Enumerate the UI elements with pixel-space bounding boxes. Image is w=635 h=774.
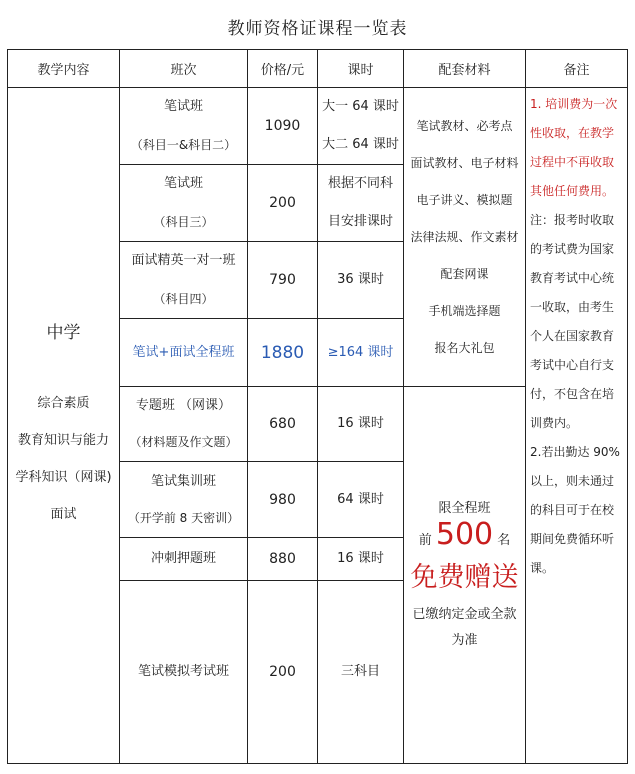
free-offer-cell: [404, 387, 526, 764]
hours-line: 根据不同科: [327, 176, 393, 191]
price-cell: 880: [248, 538, 318, 581]
table-row: [8, 88, 628, 165]
class-sub: （科目一&科目二）: [130, 138, 237, 152]
header-row: [8, 50, 628, 88]
price-cell: 200: [248, 165, 318, 242]
hours-cell: 36 课时: [318, 242, 404, 319]
class-name: 笔试集训班: [150, 473, 216, 489]
subject-item: 综合素质: [37, 396, 90, 411]
hours-cell: ≥164 课时: [318, 319, 404, 387]
subject-item: 教育知识与能力: [17, 433, 109, 448]
class-sub: （科目四）: [153, 292, 214, 306]
offer-count: 500: [435, 517, 494, 552]
note-exam-fee: 注：报考时收取的考试费为国家教育考试中心统一收取，由考生个人在国家教育考试中心自行支付，不包含在培训费内。: [530, 213, 615, 430]
class-cell: [120, 462, 248, 538]
note-attendance: 2.若出勤达 90%以上，则未通过的科目可于在校期间免费循环听课。: [530, 445, 620, 575]
offer-line3: 已缴纳定金或全款: [412, 607, 517, 622]
course-table: [7, 49, 628, 764]
header-notes: 备注: [526, 50, 628, 88]
price-cell: 200: [248, 581, 318, 764]
hours-cell: 三科目: [318, 581, 404, 764]
price-cell: 980: [248, 462, 318, 538]
subject-item: 学科知识（网课): [15, 470, 112, 485]
class-name: 笔试班: [163, 176, 203, 191]
header-content: 教学内容: [8, 50, 120, 88]
material-item: 面试教材、电子材料: [410, 155, 519, 170]
offer-count-line: [404, 517, 525, 554]
material-item: 报名大礼包: [434, 340, 495, 355]
note-fee: 1. 培训费为一次性收取，在教学过程中不再收取其他任何费用。: [530, 97, 618, 198]
offer-gift: 免费赠送: [410, 562, 519, 593]
hours-cell: [318, 88, 404, 165]
offer-line1: 限全程班: [438, 501, 491, 516]
offer-prefix: 前: [418, 533, 432, 548]
price-cell: 790: [248, 242, 318, 319]
material-item: 笔试教材、必考点: [416, 118, 513, 133]
class-sub: （开学前 8 天密训）: [127, 510, 240, 525]
class-cell: [120, 165, 248, 242]
hours-cell: 64 课时: [318, 462, 404, 538]
hours-cell: 16 课时: [318, 538, 404, 581]
class-cell: 冲刺押题班: [120, 538, 248, 581]
material-item: 电子讲义、模拟题: [416, 192, 513, 207]
hours-line: 大二 64 课时: [322, 137, 399, 152]
hours-line: 大一 64 课时: [322, 99, 399, 114]
header-class: 班次: [120, 50, 248, 88]
offer-line4: 为准: [451, 633, 478, 648]
class-name: 面试精英一对一班: [131, 253, 236, 268]
class-sub: （科目三）: [153, 215, 214, 229]
offer-suffix: 名: [497, 533, 511, 548]
class-name: 专题班 （网课）: [135, 398, 232, 413]
header-materials: 配套材料: [404, 50, 526, 88]
class-cell: 笔试+面试全程班: [120, 319, 248, 387]
material-item: 法律法规、作文素材: [410, 229, 519, 244]
class-cell: [120, 242, 248, 319]
class-cell: 笔试模拟考试班: [120, 581, 248, 764]
class-sub: （材料题及作文题）: [129, 435, 238, 449]
price-cell: 1880: [248, 319, 318, 387]
page-title: 教师资格证课程一览表: [227, 19, 408, 39]
hours-cell: 16 课时: [318, 387, 404, 462]
hours-cell: [318, 165, 404, 242]
class-cell: [120, 387, 248, 462]
hours-line: 目安排课时: [327, 214, 393, 229]
level-label: 中学: [46, 323, 81, 343]
price-cell: 1090: [248, 88, 318, 165]
teaching-content-cell: [8, 88, 120, 764]
notes-cell: [526, 88, 628, 764]
header-price: 价格/元: [248, 50, 318, 88]
materials-cell: [404, 88, 526, 387]
subject-item: 面试: [50, 507, 77, 522]
header-hours: 课时: [318, 50, 404, 88]
class-cell: [120, 88, 248, 165]
class-name: 笔试班: [163, 99, 203, 114]
material-item: 手机端选择题: [428, 303, 501, 318]
material-item: 配套网课: [440, 266, 489, 281]
price-cell: 680: [248, 387, 318, 462]
